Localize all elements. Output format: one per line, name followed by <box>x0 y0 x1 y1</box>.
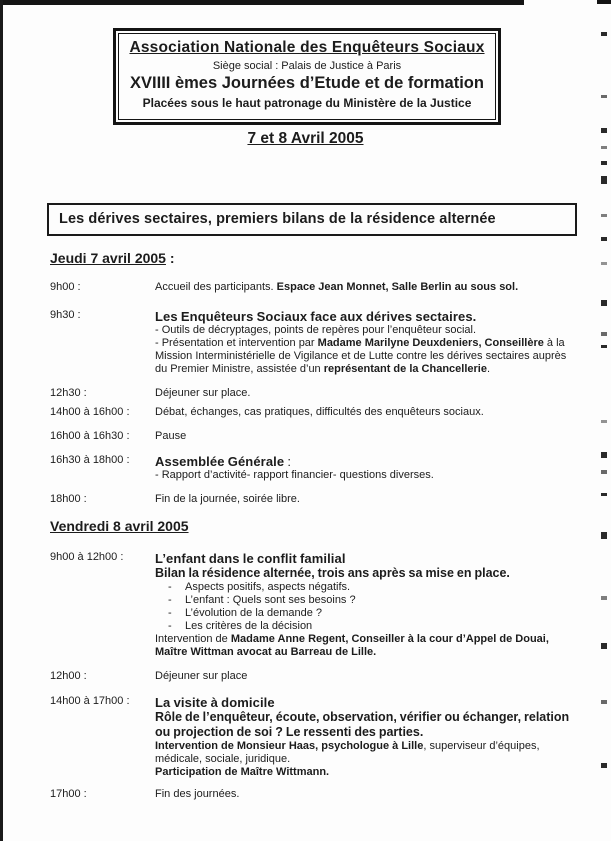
row-content <box>155 454 578 482</box>
bullet-dash: - <box>168 594 172 606</box>
organization-name: Association Nationale des Enquêteurs Sociaux <box>129 39 485 56</box>
theme-title-box <box>47 203 577 236</box>
bullet-item <box>155 607 578 620</box>
speaker-name: Madame Marilyne Deuxdeniers, Conseillère <box>317 337 544 349</box>
row-content: Déjeuner sur place. <box>155 387 251 399</box>
row-content <box>155 551 578 659</box>
session-title-text: Assemblée Générale <box>155 454 285 469</box>
patronage-line: Placées sous le haut patronage du Ministère de la Justice <box>142 96 472 110</box>
detail-text: - Présentation et intervention par <box>155 337 318 349</box>
row-content: Déjeuner sur place <box>155 670 248 682</box>
scan-speck <box>601 470 607 474</box>
day1-heading <box>50 250 578 267</box>
row-content <box>155 281 578 294</box>
theme-title-text: Les dérives sectaires, premiers bilans de la résidence alternée <box>59 211 496 227</box>
speaker-name: Maître Wittman avocat au Barreau de Lille. <box>155 646 377 658</box>
session-title: Les Enquêteurs Sociaux face aux dérives sectaires. <box>155 309 477 324</box>
header-box <box>113 28 501 125</box>
time-slot: 9h30 : <box>50 309 81 321</box>
scan-edge-top-right <box>597 0 611 4</box>
speaker-name: représentant de la Chancellerie <box>323 363 487 375</box>
bullet-item <box>155 581 578 594</box>
session-detail: - Rapport d’activité- rapport financier- questions diverses. <box>155 469 434 481</box>
bullet-dash: - <box>168 620 172 632</box>
detail-text: . <box>486 363 491 375</box>
scan-speck <box>601 763 607 768</box>
time-slot: 12h30 : <box>50 387 87 399</box>
bullet-text: Aspects positifs, aspects négatifs. <box>185 581 351 593</box>
day2-heading <box>50 518 578 535</box>
schedule-row <box>50 281 578 294</box>
time-slot: 9h00 : <box>50 281 81 293</box>
schedule-row <box>50 309 578 376</box>
time-slot: 18h00 : <box>50 493 87 505</box>
scan-speck <box>601 95 607 98</box>
schedule-row <box>50 454 578 482</box>
detail-text: à la Mission Interministérielle de Vigilance et de Lutte contre les dérives sectaires auprès du Premier Ministre, assistée d’un <box>155 337 567 375</box>
bullet-text: Les critères de la décision <box>185 620 313 632</box>
row-content <box>155 309 578 376</box>
schedule-row <box>50 430 578 443</box>
program-schedule <box>50 250 578 801</box>
time-slot: 16h30 à 18h00 : <box>50 454 130 466</box>
row-content: Pause <box>155 430 187 442</box>
scan-speck <box>601 643 607 649</box>
schedule-row <box>50 551 578 659</box>
row-content: Fin de la journée, soirée libre. <box>155 493 300 505</box>
session-detail <box>155 337 578 376</box>
time-slot: 17h00 : <box>50 788 87 800</box>
scan-speck <box>601 532 607 539</box>
scan-speck <box>601 493 607 496</box>
scan-speck <box>601 237 607 241</box>
bullet-text: L’enfant : Quels sont ses besoins ? <box>185 594 356 606</box>
session-subtitle: Rôle de l’enquêteur, écoute, observation, vérifier ou échanger, relation ou projection de soi ? Le ressenti des parties. <box>155 710 570 739</box>
time-slot: 16h00 à 16h30 : <box>50 430 130 442</box>
time-slot: 9h00 à 12h00 : <box>50 551 124 563</box>
row-text-bold: Espace Jean Monnet, Salle Berlin au sous sol. <box>276 281 519 293</box>
headquarters-line: Siège social : Palais de Justice à Paris <box>212 60 402 72</box>
schedule-row <box>50 695 578 779</box>
scan-speck <box>601 161 607 165</box>
scan-speck <box>601 452 607 458</box>
session-detail <box>155 633 578 646</box>
bullet-dash: - <box>168 581 172 593</box>
event-dates-text: 7 et 8 Avril 2005 <box>247 130 364 147</box>
detail-text: Intervention de <box>155 633 231 645</box>
session-title: La visite à domicile <box>155 695 275 710</box>
bullet-item <box>155 594 578 607</box>
schedule-row <box>50 387 578 400</box>
scan-speck <box>601 262 607 265</box>
schedule-row <box>50 788 578 801</box>
scan-speck <box>601 596 607 600</box>
time-slot: 14h00 à 16h00 : <box>50 406 130 418</box>
scan-speck <box>601 32 607 36</box>
event-title: XVIIII èmes Journées d’Etude et de formation <box>130 74 484 92</box>
scan-speck <box>601 300 607 306</box>
scan-speck <box>601 420 607 423</box>
row-text: Accueil des participants. <box>155 281 277 293</box>
participation-line: Participation de Maître Wittmann. <box>155 766 330 778</box>
header-box-inner <box>118 33 496 120</box>
time-slot: 14h00 à 17h00 : <box>50 695 130 707</box>
scan-speck <box>601 214 607 217</box>
scan-speck <box>601 345 607 348</box>
bullet-dash: - <box>168 607 172 619</box>
session-subtitle: Bilan la résidence alternée, trois ans après sa mise en place. <box>155 566 510 580</box>
speaker-name: Madame Anne Regent, Conseiller à la cour d’Appel de Douai, <box>230 633 549 645</box>
bullet-item <box>155 620 578 633</box>
schedule-row <box>50 493 578 506</box>
session-title-colon: : <box>284 454 292 469</box>
session-title: L’enfant dans le conflit familial <box>155 551 346 566</box>
detail-text: , superviseur d’équipes, médicale, sociale, juridique. <box>155 740 540 765</box>
row-content: Fin des journées. <box>155 788 240 800</box>
day1-heading-colon: : <box>165 250 175 266</box>
event-dates <box>0 130 611 148</box>
schedule-row <box>50 406 578 419</box>
schedule-row <box>50 670 578 683</box>
time-slot: 12h00 : <box>50 670 87 682</box>
scan-speck <box>601 700 607 704</box>
bullet-text: L’évolution de la demande ? <box>185 607 322 619</box>
session-title <box>155 454 578 469</box>
speaker-name: Intervention de Monsieur Haas, psychologue à Lille <box>155 740 424 752</box>
row-content: Débat, échanges, cas pratiques, difficultés des enquêteurs sociaux. <box>155 406 484 418</box>
scan-edge-left <box>0 0 3 841</box>
scan-speck <box>601 332 607 336</box>
row-content <box>155 695 578 779</box>
session-detail: - Outils de décryptages, points de repères pour l’enquêteur social. <box>155 324 477 336</box>
session-detail <box>155 740 578 766</box>
day1-heading-date: Jeudi 7 avril 2005 <box>50 250 166 266</box>
day2-heading-date: Vendredi 8 avril 2005 <box>50 518 189 534</box>
scan-speck <box>601 176 607 184</box>
scan-edge-top <box>0 0 524 5</box>
